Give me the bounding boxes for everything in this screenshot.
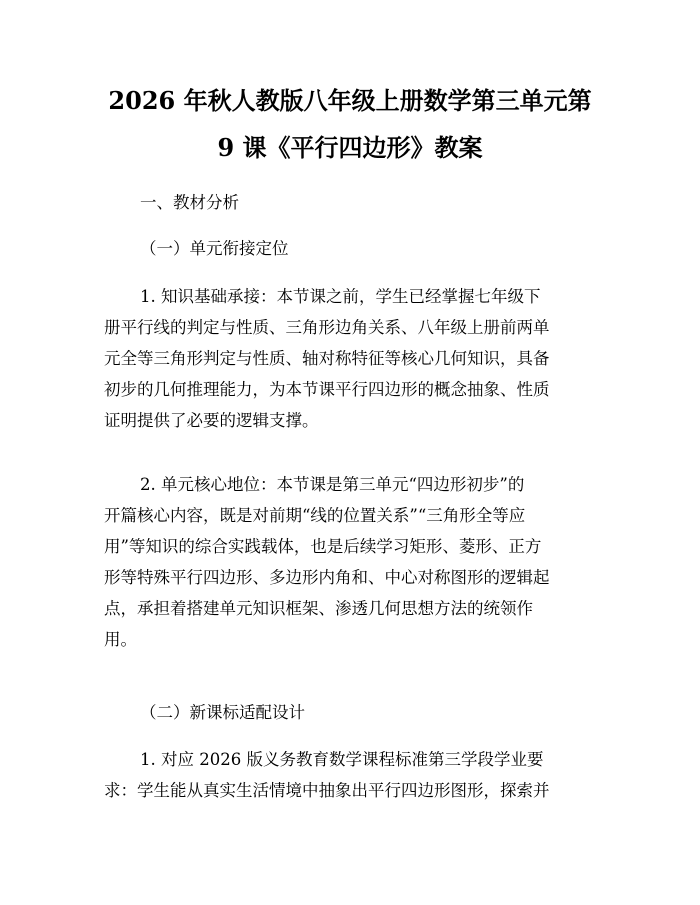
paragraph-curriculum-standard <box>104 744 596 806</box>
paragraph-knowledge-foundation <box>104 281 596 436</box>
paragraph-line: 1. 知识基础承接：本节课之前，学生已经掌握七年级下 <box>140 287 541 306</box>
paragraph-line: 1. 对应 2026 版义务教育数学课程标准第三学段学业要 <box>140 750 544 769</box>
document-title-line-1: 2026 年秋人教版八年级上册数学第三单元第 <box>108 86 592 115</box>
paragraph-line: 点，承担着搭建单元知识框架、渗透几何思想方法的统领作 <box>104 599 533 618</box>
paragraph-line: 开篇核心内容，既是对前期“线的位置关系”“三角形全等应 <box>104 506 526 525</box>
subsection-heading-unit-positioning: （一）单元衔接定位 <box>140 239 289 258</box>
paragraph-unit-core-status <box>104 469 596 655</box>
subsection-heading-curriculum-design: （二）新课标适配设计 <box>140 703 305 722</box>
section-heading-textbook-analysis: 一、教材分析 <box>140 193 239 212</box>
paragraph-line: 形等特殊平行四边形、多边形内角和、中心对称图形的逻辑起 <box>104 568 550 587</box>
paragraph-line: 元全等三角形判定与性质、轴对称特征等核心几何知识，具备 <box>104 349 550 368</box>
paragraph-line: 2. 单元核心地位：本节课是第三单元“四边形初步”的 <box>140 475 525 494</box>
paragraph-line: 用”等知识的综合实践载体，也是后续学习矩形、菱形、正方 <box>104 537 542 556</box>
document-title-line-2: 9 课《平行四边形》教案 <box>217 133 483 162</box>
paragraph-line: 初步的几何推理能力，为本节课平行四边形的概念抽象、性质 <box>104 380 550 399</box>
paragraph-line: 册平行线的判定与性质、三角形边角关系、八年级上册前两单 <box>104 318 550 337</box>
paragraph-line: 用。 <box>104 630 137 649</box>
paragraph-line: 求：学生能从真实生活情境中抽象出平行四边形图形，探索并 <box>104 781 550 800</box>
paragraph-line: 证明提供了必要的逻辑支撑。 <box>104 411 319 430</box>
